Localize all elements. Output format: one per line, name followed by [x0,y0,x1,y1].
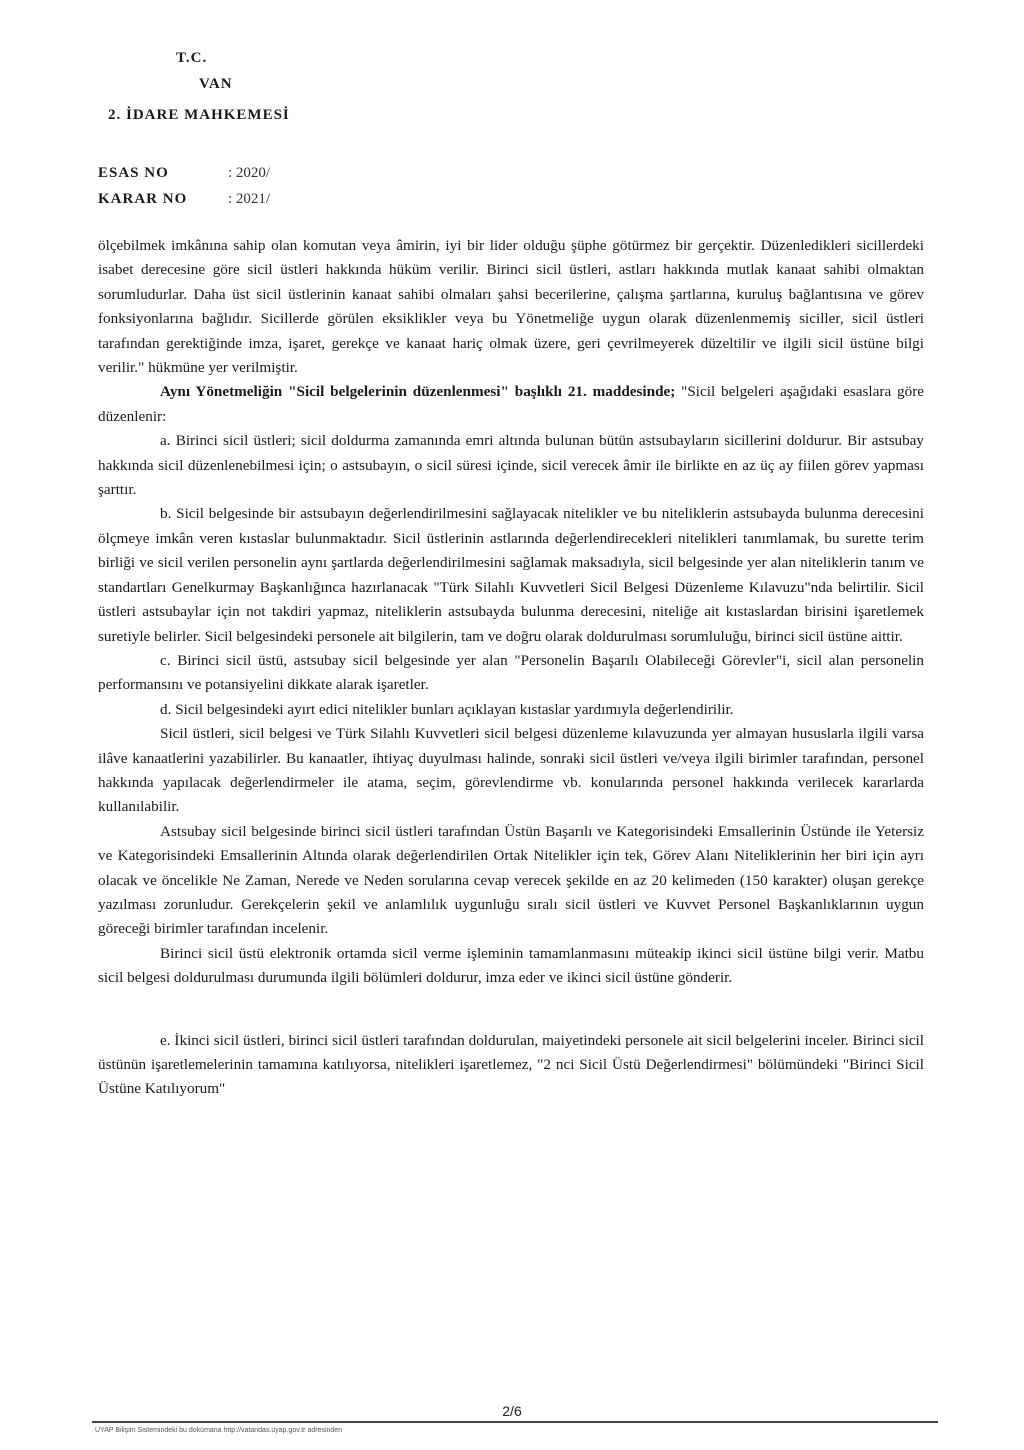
esas-row [98,160,270,186]
paragraph: ölçebilmek imkânına sahip olan komutan veya âmirin, iyi bir lider olduğu şüphe götürmez bir gerçektir. Düzenledikleri sicillerdeki isabet derecesine göre sicil üstleri hakkında hüküm verilir. Birinci sicil üstleri, astları hakkında mutlak kanaat sahibi olmaktan sorumludurlar. Daha üst sicil üstlerinin kanaat sahibi olmaları şahsi becerilerine, çalışma şartlarına, kuruluş bağlantısına ve görev fonksiyonlarına bağlıdır. Sicillerde görülen eksiklikler veya bu Yönetmeliğe uygun olarak düzenlenmemiş siciller, sicil üstleri tarafından gerektiğinde imza, işaret, gerekçe ve kanaat hariç olmak üzere, geri çevrilmeyerek düzeltilir ve ilgili sicil üstüne bilgi verilir." hükmüne yer verilmiştir. [98,237,924,377]
footer-divider [92,1421,938,1423]
header-country: T.C. [176,50,208,66]
karar-row [98,186,270,212]
karar-value: : 2021/ [228,190,271,207]
header-court-name: 2. İDARE MAHKEMESİ [108,107,290,123]
paragraph: e. İkinci sicil üstleri, birinci sicil üstleri tarafından doldurulan, maiyetindeki personele ait sicil belgelerini inceler. Birinci sicil üstünün işaretlemelerinin tamamına katılıyorsa, nitelikleri işaretlemez, "2 nci Sicil Üstü Değerlendirmesi" bölümündeki "Birinci Sicil Üstüne Katılıyorum" [98,1031,924,1098]
case-numbers [98,160,270,212]
paragraph: b. Sicil belgesinde bir astsubayın değerlendirilmesini sağlayacak nitelikler ve bu niteliklerin astsubayda bulunma derecesini ölçmeye imkân veren kıstaslar bulunmaktadır. Sicil üstlerinin astlarında değerlendirecekleri nitelikleri tanımlamak, bu surette terim birliği ve sicil verilen personelin aynı şartlarda değerlendirilmesini sağlamak maksadıyla, sicil belgesinde yer alan niteliklerin tanım ve standartları Genelkurmay Başkanlığınca hazırlanacak "Türk Silahlı Kuvvetleri Sicil Belgesi Düzenleme Kılavuzu"nda belirtilir. Sicil üstleri astsubaylar için not takdiri yapmaz, niteliklerin astsubayda bulunma derecesini, niteliğe ait kıstaslardan birisini işaretlemek suretiyle belirler. Sicil belgesindeki personele ait bilgilerin, tam ve doğru olarak doldurulması sorumluluğu, birinci sicil üstüne aittir. [98,505,924,645]
page-number: 2/6 [502,1403,522,1419]
paragraph: Sicil üstleri, sicil belgesi ve Türk Silahlı Kuvvetleri sicil belgesi düzenleme kılavuzunda yer almayan hususlarla ilgili varsa ilâve kanaatlerini yazabilirler. Bu kanaatler, ihtiyaç duyulması halinde, sonraki sicil üstleri ve/veya ilgili birimler tarafından, personel hakkında yapılacak değerlendirmeler ile atama, seçim, görevlendirme vb. konularında personel hakkında verilecek kararlarda kullanılabilir. [98,725,924,816]
document-body [98,234,924,1102]
esas-label: ESAS NO [98,164,169,181]
paragraph: a. Birinci sicil üstleri; sicil doldurma zamanında emri altında bulunan bütün astsubayların sicillerini doldurur. Bir astsubay hakkında sicil düzenlenebilmesi için; o astsubayın, o sicil süresi içinde, sicil verecek âmir ile birlikte en az üç ay fiilen görev yapması şarttır. [98,432,924,499]
paragraph: c. Birinci sicil üstü, astsubay sicil belgesinde yer alan "Personelin Başarılı Olabileceği Görevler"i, sicil alan personelin performansını ve potansiyelini dikkate alarak işaretler. [98,651,924,694]
paragraph: Birinci sicil üstü elektronik ortamda sicil verme işleminin tamamlanmasını müteakip ikinci sicil üstüne bilgi verir. Matbu sicil belgesi doldurulması durumunda ilgili bölümleri doldurur, imza eder ve ikinci sicil üstüne gönderir. [98,944,924,987]
article-intro: "Sicil belgeleri aşağıdaki esaslara göre düzenlenir: [98,383,924,425]
header-city: VAN [199,76,233,92]
article-heading: Aynı Yönetmeliğin "Sicil belgelerinin düzenlenmesi" başlıklı 21. maddesinde; [160,383,676,401]
paragraph: Astsubay sicil belgesinde birinci sicil üstleri tarafından Üstün Başarılı ve Kategorisindeki Emsallerinin Üstünde ile Yetersiz ve Kategorisindeki Emsallerinin Altında olarak değerlendirilen Ortak Nitelikler için tek, Görev Alanı Niteliklerinin her biri için ayrı olacak ve öncelikle Ne Zaman, Nerede ve Neden sorularına cevap verecek şekilde en az 20 kelimeden (150 karakter) oluşan gerekçe yazılması zorunludur. Gerekçelerin şekil ve anlamlılık uygunluğu sıralı sicil üstleri ve Kuvvet Personel Başkanlıklarının uygun göreceği birimler tarafından incelenir. [98,822,924,938]
footer-note: UYAP Bilişim Sistemindeki bu dokümana http://vatandas.uyap.gov.tr adresinden [95,1427,343,1434]
esas-value: : 2020/ [228,164,271,181]
karar-label: KARAR NO [98,190,188,207]
paragraph: d. Sicil belgesindeki ayırt edici nitelikler bunları açıklayan kıstaslar yardımıyla değerlendirilir. [160,700,734,718]
paragraph-article-21 [98,380,924,429]
